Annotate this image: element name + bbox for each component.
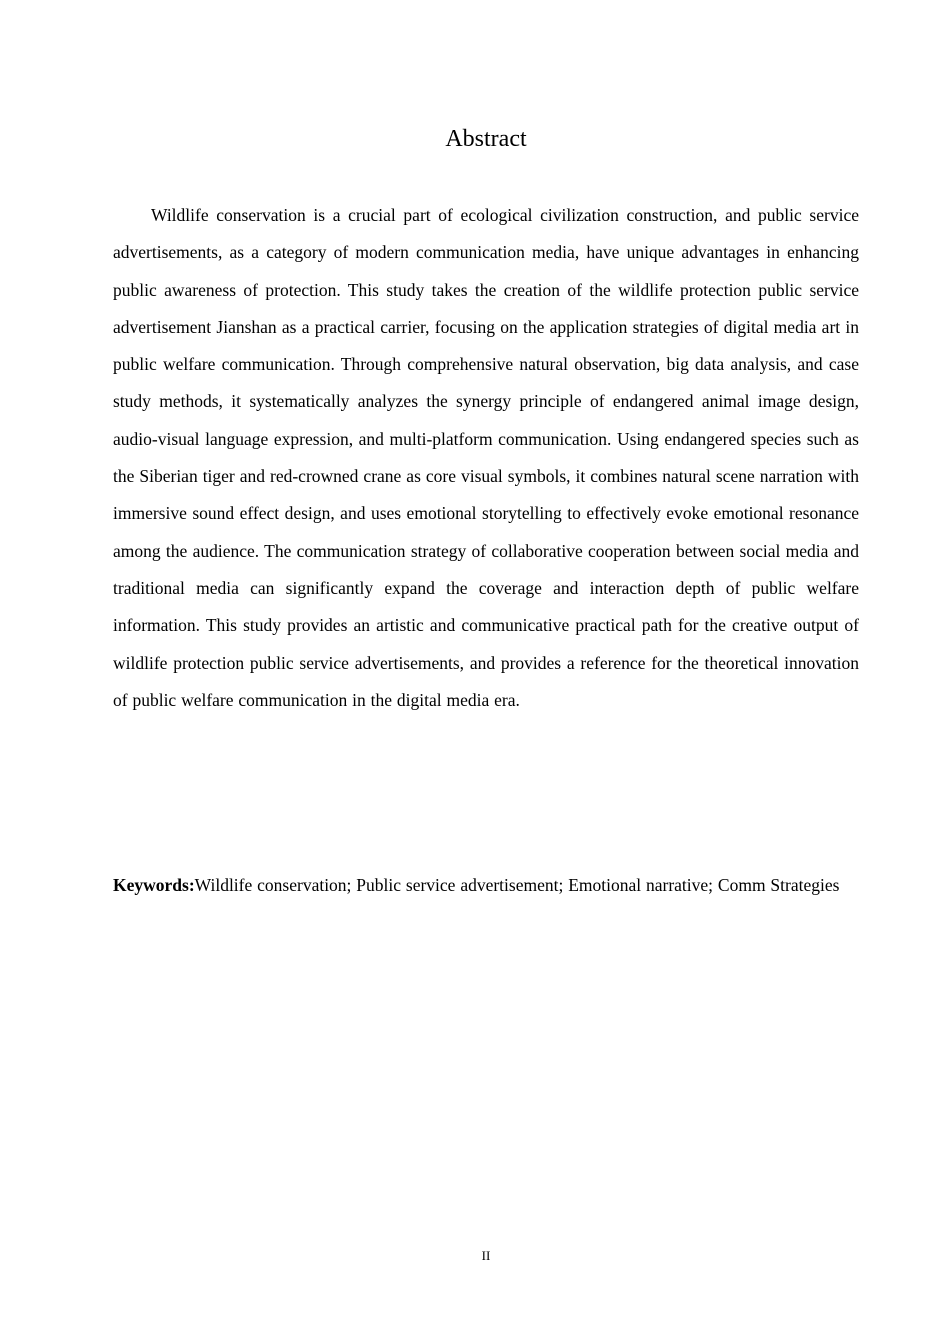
keywords-label: Keywords:	[113, 875, 195, 895]
page-number: II	[481, 1248, 491, 1263]
keywords-paragraph	[113, 867, 857, 904]
abstract-paragraph: Wildlife conservation is a crucial part of ecological civilization construction, and public service advertisements, as a category of modern communication media, have unique advantages in enhancing public awareness of protection. This study takes the creation of the wildlife protection public service advertisement Jianshan as a practical carrier, focusing on the application strategies of digital media art in public welfare communication. Through comprehensive natural observation, big data analysis, and case study methods, it systematically analyzes the synergy principle of endangered animal image design, audio-visual language expression, and multi-platform communication. Using endangered species such as the Siberian tiger and red-crowned crane as core visual symbols, it combines natural scene narration with immersive sound effect design, and uses emotional storytelling to effectively evoke emotional resonance among the audience. The communication strategy of collaborative cooperation between social media and traditional media can significantly expand the coverage and interaction depth of public welfare information. This study provides an artistic and communicative practical path for the creative output of wildlife protection public service advertisements, and provides a reference for the theoretical innovation of public welfare communication in the digital media era.	[113, 205, 859, 710]
page-title: Abstract	[445, 126, 527, 152]
keywords-text: Wildlife conservation; Public service advertisement; Emotional narrative; Comm Strategies	[194, 875, 840, 895]
